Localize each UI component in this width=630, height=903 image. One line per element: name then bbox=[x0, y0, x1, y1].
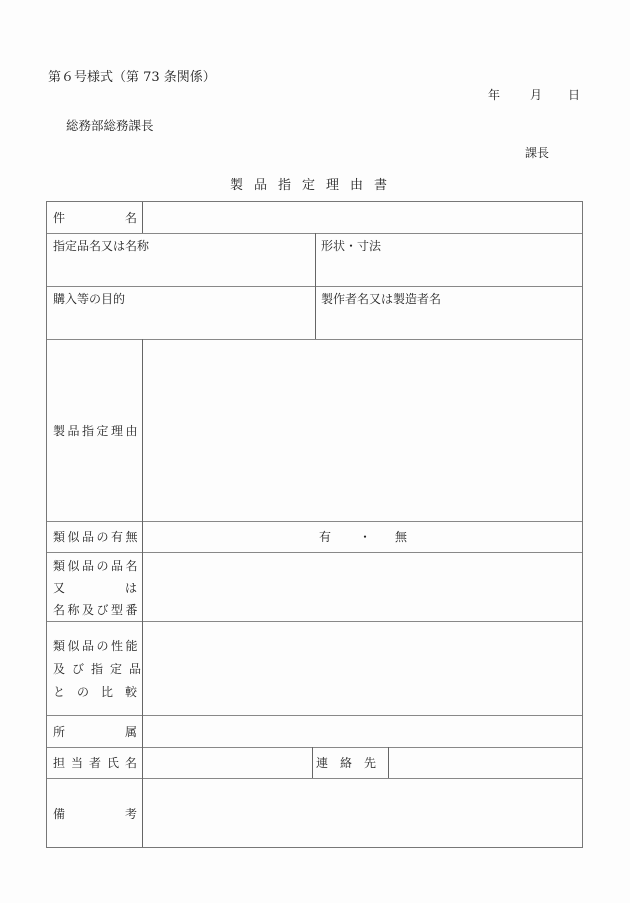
remarks-label-left: 備 bbox=[53, 807, 66, 821]
person-in-charge-label: 担当者氏名 bbox=[53, 756, 144, 770]
similar-item-name-label-line2 bbox=[53, 579, 137, 596]
document-title: 製品指定理由書 bbox=[230, 178, 399, 193]
similar-exists-separator: ・ bbox=[359, 530, 372, 544]
addressee: 総務部総務課長 bbox=[66, 118, 154, 133]
affiliation-field[interactable] bbox=[143, 715, 582, 745]
similar-item-name-label-line2-right: は bbox=[124, 581, 137, 595]
subject-label-right: 名 bbox=[124, 211, 137, 225]
similar-item-name-field[interactable] bbox=[143, 552, 582, 619]
remarks-field[interactable] bbox=[143, 778, 582, 847]
purchase-purpose-field[interactable] bbox=[47, 305, 314, 337]
label-char: と bbox=[53, 685, 66, 699]
similar-exists-yes-option[interactable]: 有 bbox=[319, 530, 332, 544]
designation-reason-label: 製品指定理由 bbox=[53, 424, 141, 438]
similar-comparison-label-line3 bbox=[53, 683, 137, 700]
manufacturer-name-field[interactable] bbox=[316, 305, 582, 337]
contact-label: 連 絡 先 bbox=[316, 756, 377, 770]
date-day-label: 日 bbox=[568, 88, 581, 102]
similar-item-name-label-line2-left: 又 bbox=[53, 581, 66, 595]
subject-label-left: 件 bbox=[53, 211, 66, 225]
similar-comparison-label-line1: 類似品の性能 bbox=[53, 639, 141, 653]
shape-dimensions-label: 形状・寸法 bbox=[321, 239, 382, 253]
subject-label bbox=[53, 209, 137, 226]
form-number: 第６号様式（第 73 条関係） bbox=[48, 70, 216, 85]
date-year-label: 年 bbox=[488, 88, 501, 102]
affiliation-label bbox=[53, 723, 137, 740]
date-month-label: 月 bbox=[530, 88, 543, 102]
remarks-label-right: 考 bbox=[124, 807, 137, 821]
affiliation-label-left: 所 bbox=[53, 725, 66, 739]
similar-comparison-label-line2: 及び指定品 bbox=[53, 662, 149, 676]
label-char: 比 bbox=[100, 685, 113, 699]
designation-reason-field[interactable] bbox=[143, 339, 582, 519]
designated-item-name-field[interactable] bbox=[47, 252, 314, 284]
similar-exists-no-option[interactable]: 無 bbox=[395, 530, 408, 544]
subject-field[interactable] bbox=[143, 202, 582, 232]
section-chief-label: 課長 bbox=[525, 146, 550, 160]
shape-dimensions-field[interactable] bbox=[316, 252, 582, 284]
date-line bbox=[488, 86, 580, 103]
similar-comparison-field[interactable] bbox=[143, 621, 582, 713]
similar-item-name-label-line3: 名称及び型番 bbox=[53, 603, 141, 617]
similar-item-name-label-line1: 類似品の品名 bbox=[53, 559, 141, 573]
similar-exists-label: 類似品の有無 bbox=[53, 530, 141, 544]
manufacturer-name-label: 製作者名又は製造者名 bbox=[321, 292, 442, 306]
label-char: の bbox=[76, 685, 89, 699]
label-char: 較 bbox=[124, 685, 137, 699]
person-in-charge-field[interactable] bbox=[143, 747, 310, 776]
row-divider bbox=[47, 521, 582, 522]
affiliation-label-right: 属 bbox=[124, 725, 137, 739]
contact-field[interactable] bbox=[389, 747, 582, 776]
col-divider bbox=[312, 747, 313, 778]
remarks-label bbox=[53, 805, 137, 822]
purchase-purpose-label: 購入等の目的 bbox=[53, 292, 126, 306]
designated-item-name-label: 指定品名又は名称 bbox=[53, 239, 150, 253]
